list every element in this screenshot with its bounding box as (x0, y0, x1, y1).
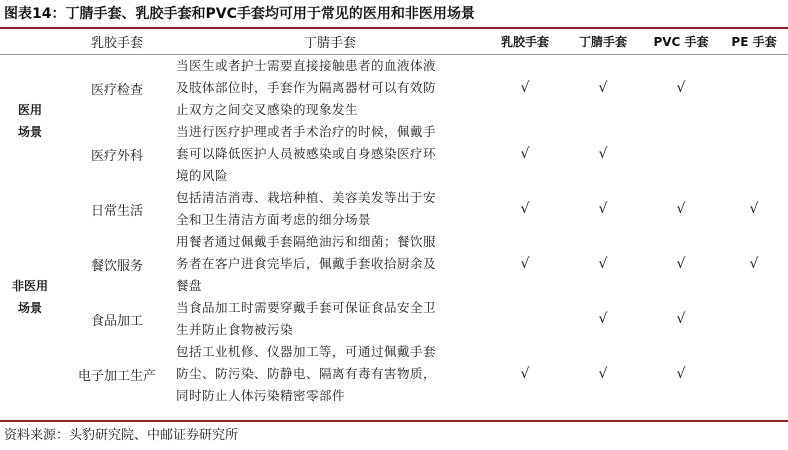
description-cell (174, 187, 486, 231)
desc-line: 当医生或者护士需要直接接触患者的血液体液 (176, 58, 437, 73)
category-cell: 日常生活 (90, 203, 143, 219)
check-latex: √ (520, 366, 530, 382)
check-nitrile: √ (598, 311, 608, 327)
header-latex: 乳胶手套 (500, 35, 549, 49)
desc-line: 生并防止食物被污染 (176, 322, 294, 337)
header-description: 丁腈手套 (303, 36, 356, 51)
check-pe (720, 297, 788, 341)
check-pvc: √ (676, 311, 686, 327)
header-category: 乳胶手套 (90, 36, 143, 51)
check-pe (720, 341, 788, 407)
desc-line: 全和卫生清洁方面考虑的细分场景 (176, 212, 372, 227)
check-nitrile: √ (598, 366, 608, 382)
table-row (0, 121, 788, 187)
desc-line: 当食品加工时需要穿戴手套可保证食品安全卫 (176, 300, 437, 315)
check-pe: √ (749, 201, 759, 217)
category-cell: 食品加工 (90, 313, 143, 329)
group-nonmedical (0, 187, 60, 407)
desc-line: 同时防止人体污染精密零部件 (176, 388, 346, 403)
header-blank (0, 29, 60, 55)
group-medical-line2: 场景 (17, 125, 42, 139)
check-nitrile: √ (598, 80, 608, 96)
bottom-rule (0, 420, 788, 422)
category-cell: 电子加工生产 (77, 368, 156, 384)
check-nitrile: √ (598, 201, 608, 217)
table-row (0, 231, 788, 297)
desc-line: 务者在客户进食完毕后，佩戴手套收拾厨余及 (176, 256, 437, 271)
desc-line: 境的风险 (176, 168, 229, 183)
category-cell: 医疗外科 (90, 148, 143, 164)
header-pe: PE 手套 (731, 35, 777, 49)
description-cell (174, 121, 486, 187)
figure-title: 图表14：丁腈手套、乳胶手套和PVC手套均可用于常见的医用和非医用场景 (4, 6, 475, 22)
table-row (0, 297, 788, 341)
desc-line: 止双方之间交叉感染的现象发生 (176, 102, 359, 117)
check-pe (720, 121, 788, 187)
desc-line: 防尘、防污染、防静电、隔离有毒有害物质， (176, 366, 437, 381)
category-cell: 医疗检查 (90, 82, 143, 98)
desc-line: 包括清洁消毒、栽培种植、美容美发等出于安 (176, 190, 437, 205)
desc-line: 及肢体部位时，手套作为隔离器材可以有效防 (176, 80, 437, 95)
table-header-row (0, 29, 788, 55)
check-latex: √ (520, 201, 530, 217)
desc-line: 套可以降低医护人员被感染或自身感染医疗环 (176, 146, 437, 161)
check-nitrile: √ (598, 256, 608, 272)
description-cell (174, 341, 486, 407)
header-nitrile: 丁腈手套 (578, 35, 627, 49)
check-latex (486, 297, 564, 341)
category-cell: 餐饮服务 (90, 258, 143, 274)
description-cell (174, 55, 486, 122)
group-medical (0, 55, 60, 188)
check-pvc: √ (676, 256, 686, 272)
source-note: 资料来源：头豹研究院、中邮证券研究所 (4, 428, 239, 443)
check-pe: √ (749, 256, 759, 272)
check-pvc: √ (676, 80, 686, 96)
check-pvc: √ (676, 366, 686, 382)
check-latex: √ (520, 80, 530, 96)
description-cell (174, 297, 486, 341)
check-pvc: √ (676, 201, 686, 217)
table-row (0, 341, 788, 407)
desc-line: 用餐者通过佩戴手套隔绝油污和细菌；餐饮服 (176, 234, 437, 249)
table-row (0, 55, 788, 122)
desc-line: 餐盘 (176, 278, 203, 293)
description-cell (174, 231, 486, 297)
group-medical-line1: 医用 (17, 103, 42, 117)
glove-usage-table (0, 29, 788, 407)
group-nonmedical-line2: 场景 (17, 301, 42, 315)
group-nonmedical-line1: 非医用 (11, 279, 48, 293)
desc-line: 包括工业机修、仪器加工等，可通过佩戴手套 (176, 344, 437, 359)
check-latex: √ (520, 256, 530, 272)
desc-line: 当进行医疗护理或者手术治疗的时候，佩戴手 (176, 124, 437, 139)
check-latex: √ (520, 146, 530, 162)
check-nitrile: √ (598, 146, 608, 162)
check-pvc (642, 121, 720, 187)
check-pe (720, 55, 788, 122)
header-pvc: PVC 手套 (653, 35, 709, 49)
table-row (0, 187, 788, 231)
